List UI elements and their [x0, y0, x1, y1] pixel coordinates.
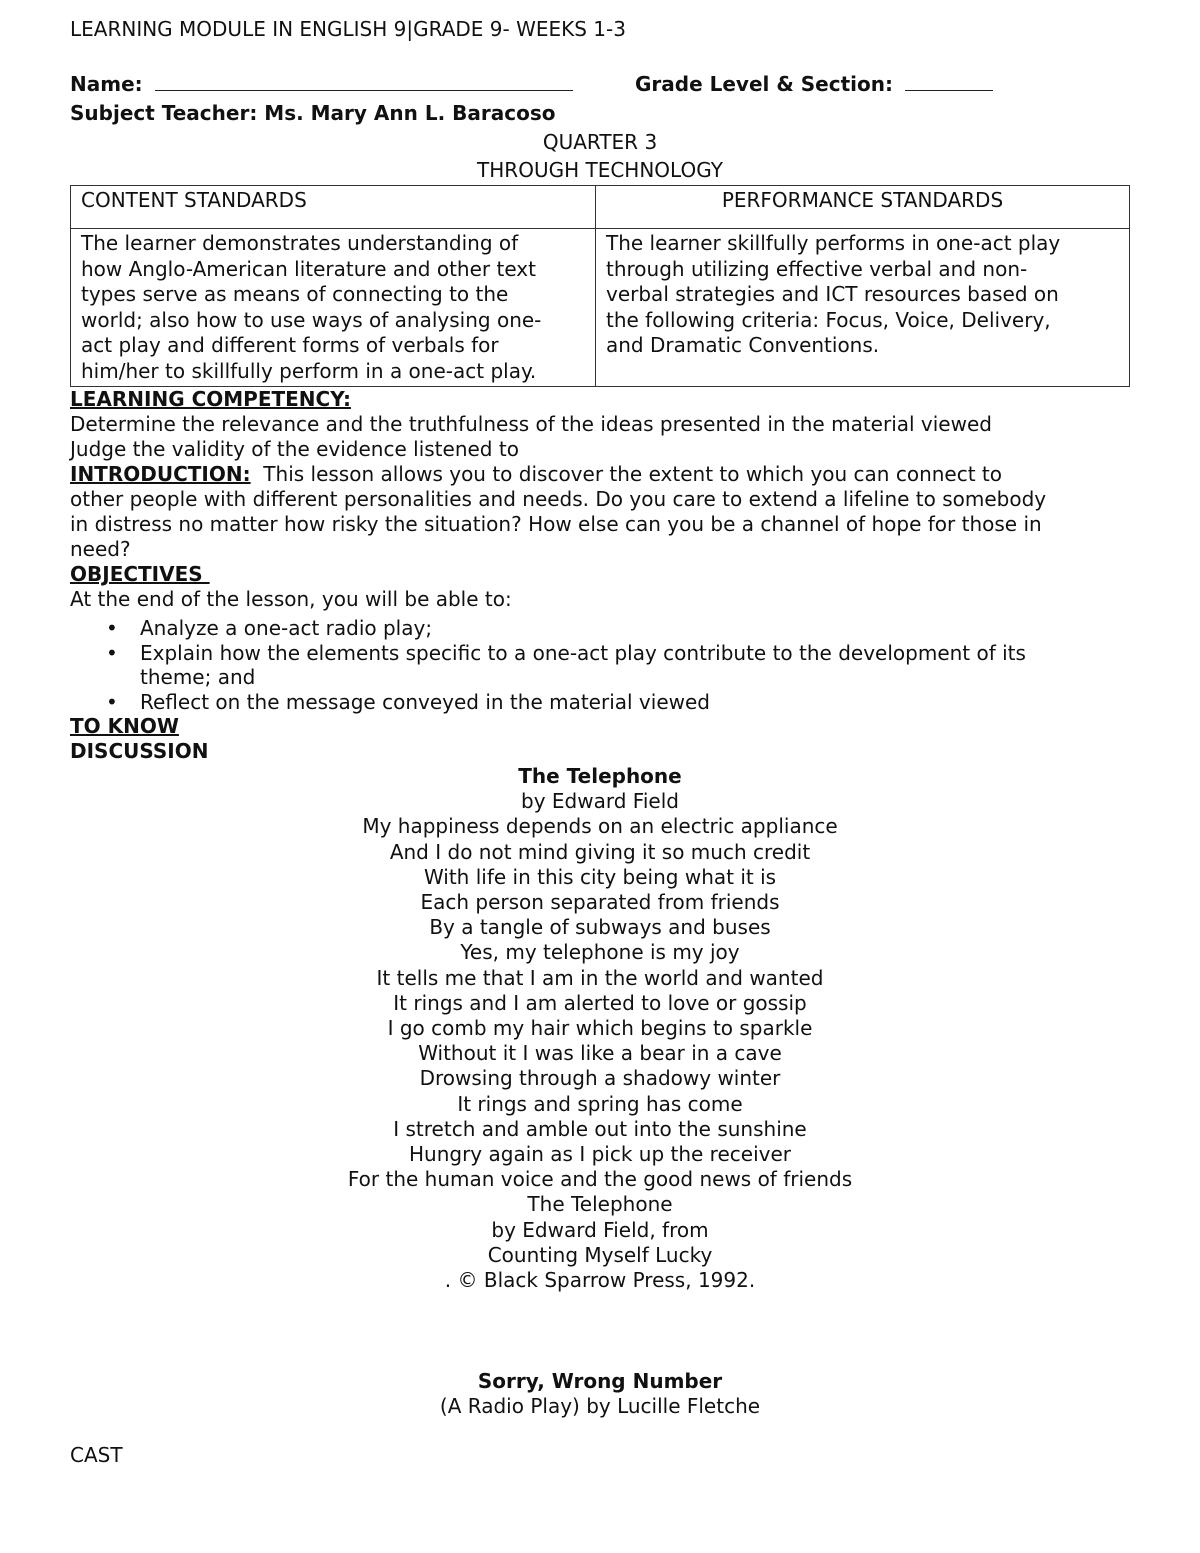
name-row — [70, 70, 1130, 98]
name-blank-line — [155, 70, 573, 91]
poem-line: Yes, my telephone is my joy — [460, 940, 740, 965]
introduction-line: other people with different personalities and needs. Do you care to extend a lifeline to somebody — [70, 487, 1047, 511]
content-standards-line: world; also how to use ways of analysing one- — [81, 307, 542, 332]
poem-line: It tells me that I am in the world and wanted — [376, 965, 824, 990]
learning-competency-heading: LEARNING COMPETENCY: — [70, 387, 351, 411]
poem-line: Without it I was like a bear in a cave — [418, 1041, 782, 1066]
module-title: LEARNING MODULE IN ENGLISH 9|GRADE 9- WEEKS 1-3 — [70, 17, 626, 41]
grade-field-group — [635, 70, 993, 98]
play-subtitle: (A Radio Play) by Lucille Fletche — [439, 1394, 761, 1419]
content-standards-line: how Anglo-American literature and other text — [81, 256, 536, 281]
introduction-text: This lesson allows you to discover the extent to which you can connect to — [263, 462, 1002, 486]
poem-line: I stretch and amble out into the sunshine — [393, 1116, 807, 1141]
performance-standards-header: PERFORMANCE STANDARDS — [596, 186, 1130, 229]
performance-standards-line: verbal strategies and ICT resources based on — [606, 282, 1059, 306]
introduction-first-line — [70, 462, 1130, 487]
performance-standards-line: The learner skillfully performs in one-act play — [606, 231, 1061, 255]
cast-heading: CAST — [70, 1443, 123, 1468]
poem-line: By a tangle of subways and buses — [429, 915, 771, 940]
poem-line: Drowsing through a shadowy winter — [419, 1066, 781, 1091]
discussion-heading: DISCUSSION — [70, 739, 209, 763]
content-standards-cell — [71, 229, 596, 387]
performance-standards-line: through utilizing effective verbal and non- — [606, 256, 1028, 281]
name-field-group — [70, 70, 635, 98]
objectives-lead: At the end of the lesson, you will be able to: — [70, 587, 512, 611]
play-section — [70, 1369, 1130, 1419]
grade-section-label: Grade Level & Section: — [635, 72, 893, 96]
performance-standards-line: the following criteria: Focus, Voice, Delivery, — [606, 307, 1051, 332]
grade-section-blank-line — [905, 70, 993, 91]
poem-title: The Telephone — [518, 764, 682, 788]
poem-line: It rings and spring has come — [457, 1091, 743, 1116]
content-standards-header: CONTENT STANDARDS — [71, 186, 596, 229]
poem-line: And I do not mind giving it so much credit — [389, 839, 811, 864]
poem-copyright: . © Black Sparrow Press, 1992. — [444, 1268, 756, 1293]
performance-standards-cell — [596, 229, 1130, 387]
objective-text: Reflect on the message conveyed in the material viewed — [140, 689, 710, 714]
objective-text: Explain how the elements specific to a one-act play contribute to the development of its — [140, 640, 1026, 665]
content-standards-line: act play and different forms of verbals for — [81, 333, 499, 357]
poem-line: I go comb my hair which begins to sparkle — [387, 1016, 813, 1041]
objective-text: Analyze a one-act radio play; — [140, 616, 433, 640]
content-standards-line: types serve as means of connecting to the — [81, 282, 509, 306]
poem-author: by Edward Field — [521, 789, 679, 814]
objectives-list — [70, 616, 1130, 714]
document-page — [70, 16, 1130, 1468]
content-standards-line: him/her to skillfully perform in a one-act play. — [81, 358, 537, 383]
poem-line: Hungry again as I pick up the receiver — [409, 1142, 791, 1167]
objective-text: theme; and — [140, 665, 256, 689]
to-know-heading: TO KNOW — [70, 714, 179, 738]
performance-standards-line: and Dramatic Conventions. — [606, 333, 880, 357]
poem-credit-line: by Edward Field, from — [491, 1217, 709, 1242]
poem-line: With life in this city being what it is — [423, 864, 777, 889]
poem-credit-line: The Telephone — [527, 1192, 673, 1217]
poem-credit-line: Counting Myself Lucky — [487, 1242, 713, 1267]
standards-table — [70, 185, 1130, 387]
introduction-paragraph — [70, 462, 1130, 562]
poem-line: It rings and I am alerted to love or gossip — [393, 990, 807, 1015]
name-label: Name: — [70, 72, 143, 96]
quarter-heading: QUARTER 3 — [542, 130, 658, 154]
poem — [70, 764, 1130, 1293]
subject-teacher: Subject Teacher: Ms. Mary Ann L. Baracoso — [70, 101, 556, 125]
bullet-icon: • — [106, 689, 118, 714]
bullet-icon: • — [106, 616, 118, 640]
introduction-line: in distress no matter how risky the situation? How else can you be a channel of hope for those in — [70, 512, 1042, 536]
objective-item — [106, 689, 1130, 715]
objectives-heading: OBJECTIVES — [70, 562, 210, 586]
poem-line: Each person separated from friends — [420, 890, 780, 915]
poem-line: For the human voice and the good news of friends — [347, 1167, 853, 1192]
theme-heading: THROUGH TECHNOLOGY — [477, 158, 723, 182]
content-standards-line: The learner demonstrates understanding of — [81, 231, 519, 255]
competency-item: Determine the relevance and the truthfulness of the ideas presented in the material viewed — [70, 412, 992, 436]
competency-item: Judge the validity of the evidence listened to — [70, 437, 519, 461]
objective-item — [106, 640, 1130, 690]
introduction-line: need? — [70, 537, 131, 561]
standards-body-row — [71, 229, 1130, 387]
poem-line: My happiness depends on an electric appliance — [362, 814, 838, 839]
objective-item — [106, 616, 1130, 641]
introduction-label: INTRODUCTION: — [70, 462, 251, 486]
bullet-icon: • — [106, 640, 118, 665]
play-title: Sorry, Wrong Number — [477, 1369, 723, 1394]
standards-header-row — [71, 186, 1130, 229]
